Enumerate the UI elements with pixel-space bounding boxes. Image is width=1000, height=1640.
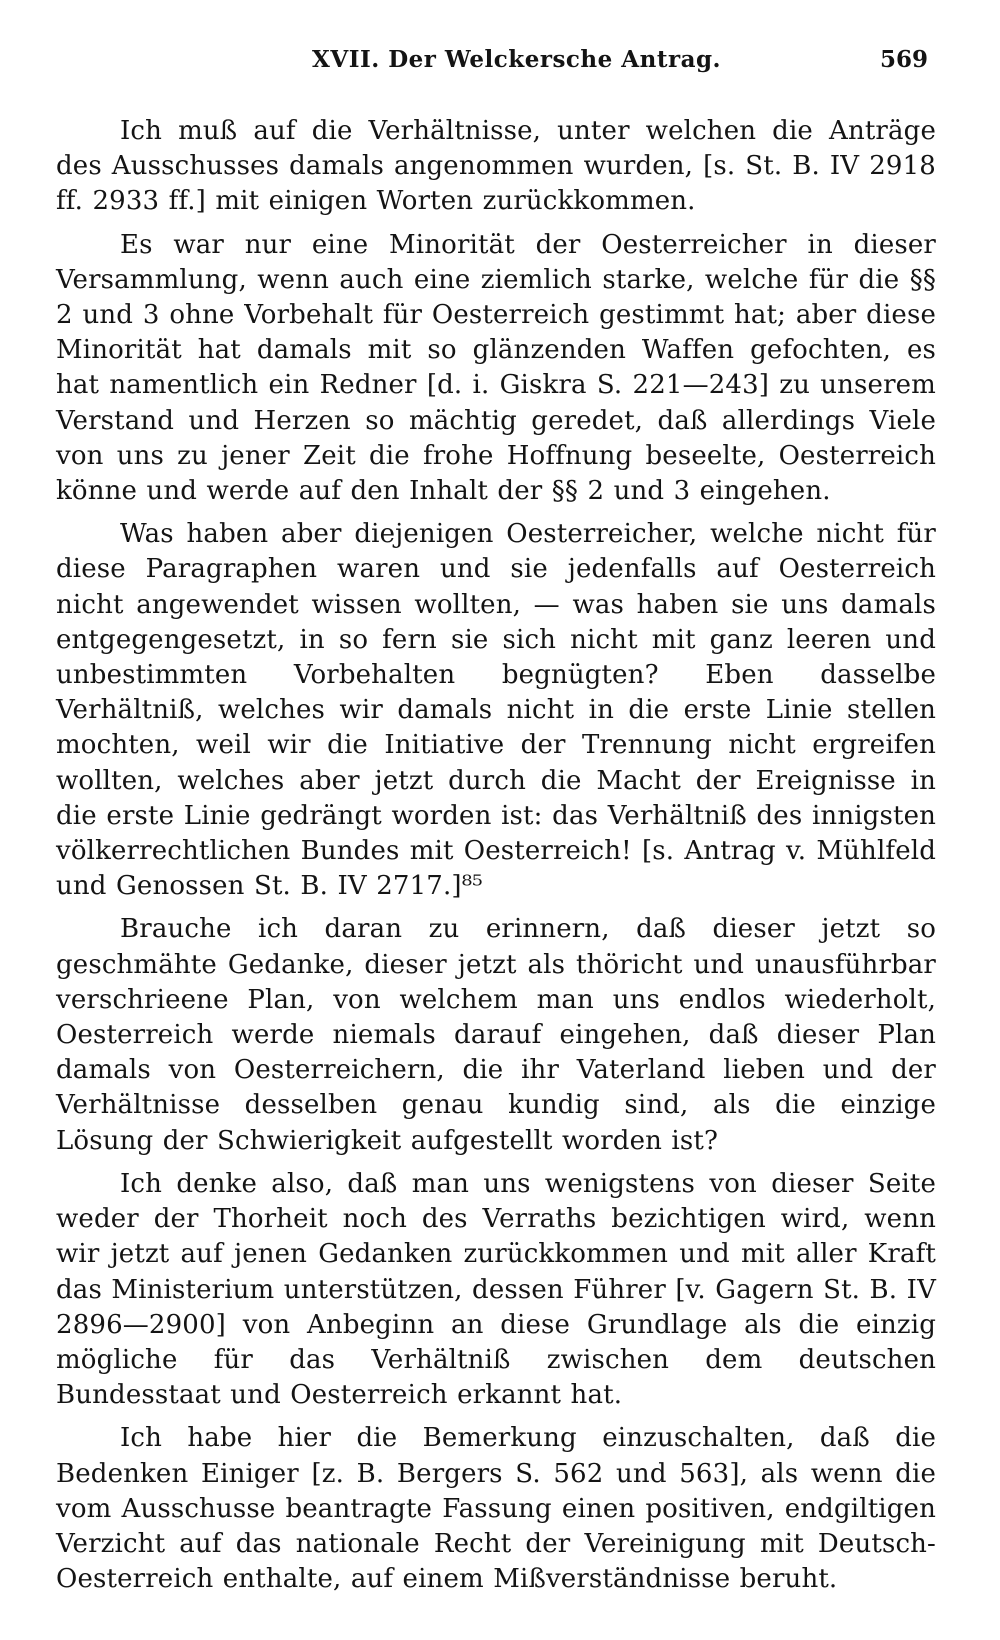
document-page — [56, 44, 936, 1605]
paragraph-6: Ich habe hier die Bemerkung einzuschalten, daß die Bedenken Einiger [z. B. Bergers S. 562 und 563], als wenn die vom Ausschusse beantragte Fassung einen positiven, endgiltigen Verzicht auf das nationale Recht der Vereinigung mit Deutsch-Oesterreich enthalte, auf einem Mißverständnisse beruht. — [56, 1423, 936, 1595]
paragraph-3: Was haben aber diejenigen Oesterreicher, welche nicht für diese Paragraphen waren und sie jedenfalls auf Oesterreich nicht angewendet wissen wollten, — was haben sie uns damals entgegengesetzt, in so fern sie sich nicht mit ganz leeren und unbestimmten Vorbehalten begnügten? Eben dasselbe Verhältniß, welches wir damals nicht in die erste Linie stellen mochten, weil wir die Initiative der Trennung nicht ergreifen wollten, welches aber jetzt durch die Macht der Ereignisse in die erste Linie gedrängt worden ist: das Verhältniß des innigsten völkerrechtlichen Bundes mit Oesterreich! [s. Antrag v. Mühlfeld und Genossen St. B. IV 2717.]⁸⁵ — [56, 519, 936, 902]
running-title: XVII. Der Welckersche Antrag. — [312, 46, 722, 73]
page-header — [56, 44, 936, 84]
paragraph-4: Brauche ich daran zu erinnern, daß dieser jetzt so geschmähte Gedanke, dieser jetzt als thöricht und unausführbar verschrieene Plan, von welchem man uns endlos wiederholt, Oesterreich werde niemals darauf eingehen, daß dieser Plan damals von Oesterreichern, die ihr Vaterland lieben und der Verhältnisse desselben genau kundig sind, als die einzige Lösung der Schwierigkeit aufgestellt worden ist? — [56, 914, 936, 1156]
paragraph-2: Es war nur eine Minorität der Oesterreicher in dieser Versammlung, wenn auch eine ziemlich starke, welche für die §§ 2 und 3 ohne Vorbehalt für Oesterreich gestimmt hat; aber diese Minorität hat damals mit so glänzenden Waffen gefochten, es hat namentlich ein Redner [d. i. Giskra S. 221—243] zu unserem Verstand und Herzen so mächtig geredet, daß allerdings Viele von uns zu jener Zeit die frohe Hoffnung beseelte, Oesterreich könne und werde auf den Inhalt der §§ 2 und 3 eingehen. — [56, 229, 936, 507]
page-number: 569 — [879, 46, 928, 73]
paragraph-5: Ich denke also, daß man uns wenigstens von dieser Seite weder der Thorheit noch des Verraths bezichtigen wird, wenn wir jetzt auf jenen Gedanken zurückkommen und mit aller Kraft das Ministerium unterstützen, dessen Führer [v. Gagern St. B. IV 2896—2900] von Anbeginn an diese Grundlage als die einzig mögliche für das Verhältniß zwischen dem deutschen Bundesstaat und Oesterreich erkannt hat. — [56, 1168, 936, 1411]
paragraph-1: Ich muß auf die Verhältnisse, unter welchen die Anträge des Ausschusses damals angenommen wurden, [s. St. B. IV 2918 ff. 2933 ff.] mit einigen Worten zurückkommen. — [56, 116, 936, 217]
